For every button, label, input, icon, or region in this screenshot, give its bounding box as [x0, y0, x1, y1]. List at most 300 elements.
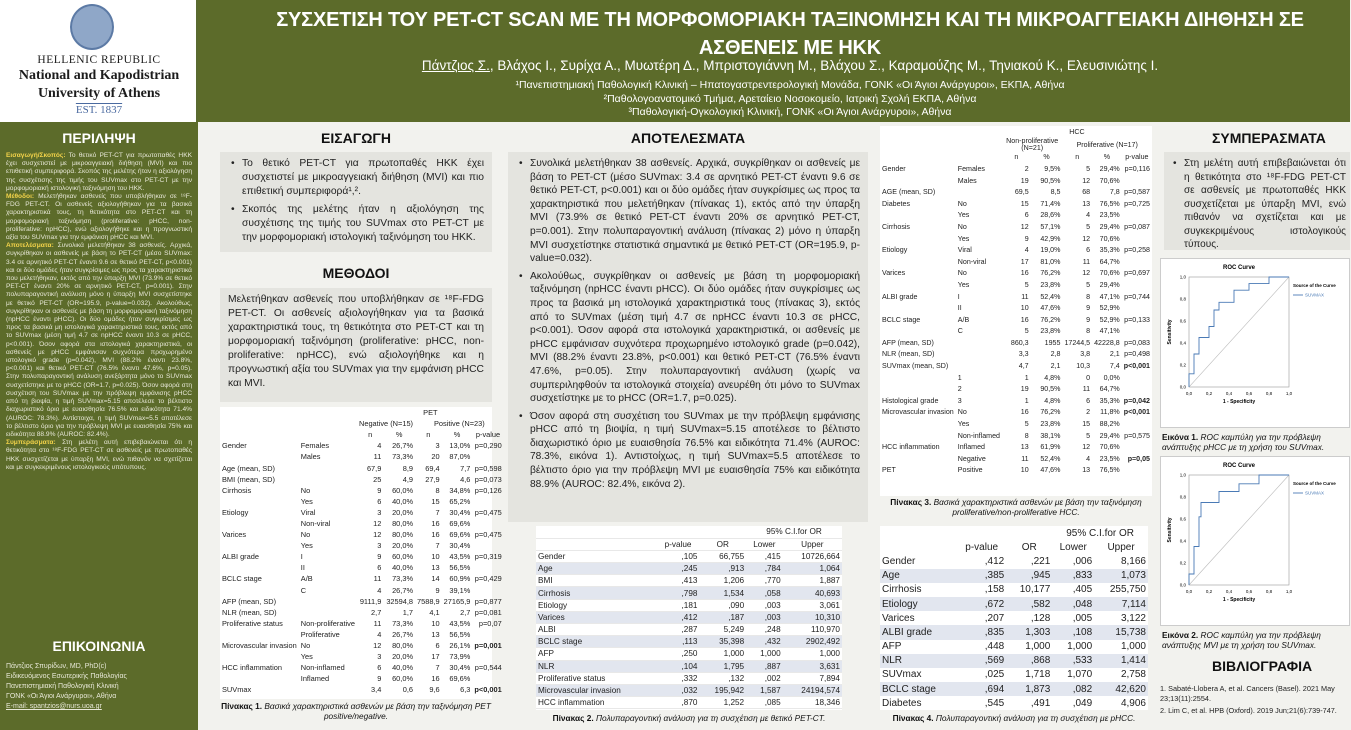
table-row [220, 618, 504, 629]
table-row [880, 360, 1152, 372]
affiliation-3: ³Παθολογική-Ογκολογική Κλινική, ΓΟΝΚ «Οι Άγιοι Ανάργυροι», Αθήνα [628, 106, 952, 118]
table-cell: Microvascular invasion [536, 684, 657, 696]
t1-cap-text: Βασικά χαρακτηριστικά ασθενών με βάση την ταξινόμηση PET positive/negative. [262, 701, 491, 721]
table-cell: 29,4% [1099, 164, 1120, 173]
table-cell: 10,177 [1019, 584, 1051, 596]
table-cell: 60,0% [392, 552, 414, 562]
table-cell: 8,9 [402, 463, 414, 473]
table-cell: NLR (mean, SD) [222, 607, 277, 617]
summary-conclusions: Στη μελέτη αυτή επιβεβαιώνεται ότι η θετικότητα στο ¹⁸F-FDG PET-CT σε ασθενείς με πρωτοπαθές ΗΚΚ συσχετίζεται με ύπαρξη MVI, ενώ πιθανόν να σχετίζεται και με συγκεκριμένους ιστολογικούς υπότυπους. [6, 439, 192, 471]
t3-group: HCC [1069, 127, 1085, 136]
table-cell: ,448 [984, 641, 1005, 653]
table-cell [880, 372, 956, 384]
table-cell: 5 [1024, 327, 1029, 336]
summary-intro-label: Εισαγωγή/Σκοπός: [6, 152, 66, 159]
roc-y-tick: 0,0 [1179, 384, 1186, 390]
table-cell [472, 562, 503, 573]
conclusions-box [1164, 152, 1350, 250]
table-cell: 6 [1086, 246, 1091, 255]
table-cell: 19 [1020, 176, 1029, 185]
table-cell: No [300, 485, 311, 495]
table-row [220, 518, 504, 529]
table-cell: 11 [1021, 292, 1029, 301]
table-cell: 3,122 [1120, 612, 1146, 624]
table-cell: ,002 [746, 672, 783, 684]
table-cell: 52,9% [1099, 304, 1120, 313]
table-cell [220, 562, 299, 573]
table-cell: p=0,598 [474, 463, 502, 473]
table-cell: BCLC stage [880, 682, 957, 696]
table-row [220, 451, 504, 462]
table-cell: 3,631 [783, 660, 842, 672]
table-cell: 56,5% [449, 629, 471, 639]
table-cell: 7,114 [1094, 597, 1148, 611]
table-cell: I [300, 552, 303, 562]
table-cell: ,833 [1052, 569, 1094, 583]
table-cell: 60,0% [392, 674, 414, 684]
table-cell: Males [300, 452, 321, 462]
table-row [536, 575, 842, 587]
table-cell: Inflamed [957, 443, 985, 452]
table-row [220, 529, 504, 540]
table-cell [299, 684, 357, 695]
table-cell: A/B [957, 315, 970, 324]
table-cell: 23,8% [1040, 420, 1061, 429]
table-cell: ,870 [657, 697, 700, 709]
table-cell: p=0,725 [1124, 199, 1150, 208]
table-cell: Cirrhosis [882, 584, 922, 596]
university-seal-icon [70, 4, 114, 50]
table-cell: 11 [373, 452, 382, 462]
roc-figure-1 [1160, 258, 1350, 428]
summary-methods: Μελετήθηκαν ασθενείς που υποβλήθηκαν σε ¹⁸F-FDG PET-CT. Οι ασθενείς αξιολογήθηκαν για τα βασικά χαρακτηριστικά τους, τη θετικότητα στο PET-CT και τη μορφομοριακή ταξινόμηση (proliferative: pHCC, non-proliferative: npHCC), ενώ αξιολογήθηκε και η προγνωστική αξία του SUVmax για την εμφάνιση pHCC και MVI. [6, 193, 192, 242]
table-cell: 69,6% [449, 530, 471, 540]
table-cell [1122, 441, 1152, 453]
table-cell: 255,750 [1109, 584, 1146, 596]
table-cell: 13 [431, 563, 440, 573]
table-cell: 4 [377, 585, 382, 595]
table-cell: 1 [1024, 373, 1029, 382]
poster-title: ΣΥΣΧΕΤΙΣΗ ΤΟΥ PET-CT SCAN ΜΕ ΤΗ ΜΟΡΦΟΜΟΡΙΑΚΗ ΤΑΞΙΝΟΜΗΣΗ ΚΑΙ ΤΗ ΜΙΚΡΟΑΓΓΕΙΑΚΗ ΔΙΗΘΗΣΗ ΣΕ ΑΣΘΕΝΕΙΣ ΜΕ ΗΚΚ [276, 9, 1304, 59]
table-cell: 26,1% [449, 641, 471, 651]
table-cell: Non-inflamed [957, 431, 1000, 440]
summary-methods-label: Μέθοδοι: [6, 193, 35, 201]
roc-y-tick: 0,6 [1179, 318, 1186, 324]
table-row [220, 474, 504, 485]
t3-col: % [1103, 153, 1111, 162]
table-cell [880, 453, 956, 465]
t3-col: % [1043, 153, 1050, 162]
table-cell: 12 [373, 518, 382, 528]
table-cell: 23,8% [1040, 327, 1061, 336]
table-cell: p<0,001 [1123, 362, 1150, 371]
logo-line-3: University of Athens [37, 86, 161, 101]
table-cell: 40,0% [392, 663, 414, 673]
figure-2-caption [1162, 630, 1350, 650]
table-cell: 42,620 [1094, 682, 1148, 696]
fig2-label: Εικόνα 2. [1162, 630, 1199, 640]
table-cell: 2,7 [460, 607, 471, 617]
table-cell: 1,873 [1006, 682, 1052, 696]
table-cell: ALBI [536, 624, 657, 636]
table-cell: 7,7 [460, 463, 471, 473]
table-cell [472, 651, 503, 662]
table-cell: 1,587 [746, 684, 783, 696]
table-cell: 35,398 [699, 636, 746, 648]
table-cell: 67,9 [366, 463, 382, 473]
table-cell: p=0,116 [1124, 164, 1150, 173]
table-cell: p=0,575 [1124, 431, 1150, 440]
table-cell [880, 418, 956, 430]
table-row [536, 697, 842, 709]
table-cell: Proliferative status [222, 618, 283, 628]
table-cell: 9,6 [429, 685, 440, 695]
table-cell: p=0,475 [474, 530, 502, 540]
table-cell [880, 430, 956, 442]
table-row [880, 611, 1148, 625]
table-cell: 90,5% [1040, 385, 1061, 394]
table-row [880, 395, 1152, 407]
table-cell: Positive [957, 466, 983, 475]
table-cell: Non-inflamed [300, 663, 345, 673]
roc-y-tick: 0,6 [1179, 516, 1186, 522]
table-cell: ALBI grade [222, 552, 259, 562]
table-cell: Varices [536, 611, 657, 623]
table-cell: BCLC stage [536, 636, 657, 648]
table-row [536, 684, 842, 696]
results-bullet-2: • Ακολούθως, συγκρίθηκαν οι ασθενείς με βάση τη μορφομοριακή ταξινόμηση (npHCC έναντι pHCC). Οι δύο ομάδες ήταν συγκρίσιμες ως προς τα βασικά μη ιστολογικά χαρακτηριστικά τους (πίνακας 3), εκτός από το SUVmax (μέση τιμή 4.7 σε npHCC έναντι 10.3 σε pHCC, p<0.001). Όσον αφορά στα ιστολογικά χαρακτηριστικά, οι ασθενείς με pHCC εμφάνισαν συχνότερα προχωρημένο ιστολογικό grade (p=0.042), MVI (88.2% έναντι 23.8%, p<0.001) και θετικό PET-CT (76.5% έναντι 47.6%, p=0.05). Στην πολυπαραγοντική ανάλυση (χωρίς να συμπεριληφθούν τα ιστολογικά στοιχεία) ανευρέθη ότι μόνο το SUVmax συσχετίστηκε με το pHCC (OR=1.7, p=0.025). [516, 270, 860, 406]
table-row [220, 440, 504, 451]
table-cell: 3,4 [371, 685, 382, 695]
table-cell: 30,4% [449, 541, 471, 551]
table-row [536, 648, 842, 660]
table-cell: 69,6% [449, 674, 471, 684]
table-row [880, 407, 1152, 419]
roc-y-tick: 0,2 [1179, 560, 1186, 566]
t1-col: % [453, 430, 461, 440]
table-cell [299, 596, 357, 607]
table-cell: SUVmax [882, 669, 922, 681]
table-cell: ,158 [984, 584, 1005, 596]
table-cell: 20 [431, 452, 440, 462]
table-row [220, 596, 504, 607]
table-row [220, 640, 504, 651]
table-row [536, 550, 842, 562]
table-cell: Cirrhosis [882, 222, 910, 231]
table-cell: Non-viral [957, 257, 987, 266]
t1-col: n [426, 430, 431, 440]
intro-heading: ΕΙΣΑΓΩΓΗ [321, 130, 391, 146]
roc-x-label: 1 - Specificity [1222, 597, 1256, 603]
table-cell: 3 [377, 507, 382, 517]
table-row [880, 625, 1148, 639]
table-cell: p=0,544 [474, 663, 502, 673]
table-cell: I [957, 292, 960, 301]
table-cell: 42228,8 [1094, 338, 1120, 347]
table-cell: 10726,664 [783, 550, 842, 562]
reference-1: 1. Sabaté-Llobera A, et al. Cancers (Basel). 2021 May 23;13(11):2554. [1160, 684, 1335, 703]
table-row [220, 507, 504, 518]
table-row [880, 233, 1152, 245]
t4-col: Lower [1059, 541, 1087, 553]
table-cell: 0,6 [402, 685, 414, 695]
table-cell: 0,0% [1103, 373, 1120, 382]
table-cell: AFP (mean, SD) [222, 596, 277, 606]
table-row [220, 651, 504, 662]
table-cell: 1,7 [402, 607, 414, 617]
table-row [880, 256, 1152, 268]
table-1 [220, 407, 502, 699]
table-cell [472, 518, 503, 529]
table-row [536, 636, 842, 648]
table-cell: p=0,126 [474, 485, 502, 495]
table-cell: 11,8% [1100, 408, 1120, 417]
table-cell: No [957, 408, 967, 417]
table-cell: p=0,083 [1124, 338, 1150, 347]
table-2-caption [536, 713, 842, 723]
table-cell: 80,0% [392, 641, 414, 651]
table-cell: Viral [957, 246, 972, 255]
table-cell: Non-viral [300, 518, 331, 528]
table-cell: ,287 [657, 624, 700, 636]
author-list [240, 58, 1340, 73]
table-cell: 12 [373, 530, 382, 540]
roc-x-tick: 0,6 [1245, 391, 1253, 396]
table-row [880, 465, 1152, 477]
table-cell: 2,758 [1120, 669, 1146, 681]
table-cell: 6 [435, 641, 440, 651]
table-cell [1122, 418, 1152, 430]
table-cell: Proliferative [300, 629, 340, 639]
methods-box [220, 288, 492, 402]
t3-col: n [1075, 153, 1080, 162]
table-row [880, 198, 1152, 210]
table-row [220, 662, 504, 673]
roc-legend-item: SUVMAX [1305, 490, 1325, 496]
table-cell: ,248 [746, 624, 783, 636]
t2-col: OR [699, 538, 746, 550]
table-cell: ,113 [657, 636, 700, 648]
table-cell: 2,8 [1050, 350, 1061, 359]
roc-y-tick: 0,8 [1179, 494, 1186, 500]
t2-col: Lower [746, 538, 783, 550]
table-cell: ,694 [957, 682, 1006, 696]
table-row [220, 585, 504, 596]
table-cell [1122, 233, 1152, 245]
table-cell: ,245 [657, 563, 700, 575]
table-cell: 10 [431, 552, 440, 562]
table-cell: AFP [882, 641, 902, 653]
roc-y-tick: 0,4 [1179, 538, 1186, 544]
table-cell: p=0,258 [1124, 246, 1150, 255]
table-cell: p=0,087 [1124, 222, 1150, 231]
table-cell: HCC inflammation [222, 663, 282, 673]
table-cell: 110,970 [783, 624, 842, 636]
table-cell: 73,3% [392, 574, 414, 584]
table-cell: Gender [536, 550, 657, 562]
table-row [880, 349, 1152, 361]
t1-group: PET [423, 408, 438, 418]
table-cell: Gender [882, 555, 916, 567]
table-cell: 4,1 [429, 607, 440, 617]
affiliation-2: ²Παθολογοανατομικό Τμήμα, Αρεταίειο Νοσοκομείο, Ιατρική Σχολή ΕΚΠΑ, Αθήνα [603, 93, 977, 105]
t4-cap-text: Πολυπαραγοντική ανάλυση για τη συσχέτιση με pHCC. [933, 713, 1136, 723]
table-cell: 87,0% [449, 452, 471, 462]
table-cell: 70,6% [1099, 269, 1120, 278]
table-cell: p=0,877 [474, 596, 502, 606]
table-cell: 40,0% [392, 563, 414, 573]
figure-1-caption [1162, 432, 1350, 452]
table-cell: ,006 [1072, 555, 1093, 567]
table-cell: 2,1 [1050, 362, 1061, 371]
table-cell: 2 [957, 385, 962, 394]
roc-legend-item: SUVMAX [1305, 292, 1325, 298]
table-cell: 3 [377, 541, 382, 551]
table-cell: 47,6% [1040, 304, 1061, 313]
table-row [880, 654, 1148, 668]
table-cell: Yes [300, 496, 313, 506]
table-cell: Inflamed [300, 674, 330, 684]
table-cell: ,187 [699, 611, 746, 623]
table-cell: ,128 [1030, 612, 1051, 624]
table-row [880, 221, 1152, 233]
table-cell: 5 [1024, 420, 1029, 429]
table-cell: p=0,042 [1123, 396, 1150, 405]
table-cell: 76,2% [1040, 269, 1061, 278]
table-cell: ,545 [984, 697, 1005, 709]
table-cell: 73,3% [392, 618, 414, 628]
table-cell: Age (mean, SD) [222, 463, 275, 473]
table-cell: 3 [957, 396, 962, 405]
table-cell: 9 [1024, 234, 1029, 243]
table-cell: 27165,9 [443, 596, 471, 606]
table-cell: 9 [435, 585, 440, 595]
table-cell: ,250 [657, 648, 700, 660]
contact-title: Ειδικευόμενος Εσωτερικής Παθολογίας [6, 673, 127, 680]
table-cell: ,784 [746, 563, 783, 575]
table-row [536, 587, 842, 599]
table-cell: 1,000 [746, 648, 783, 660]
table-cell: ,533 [1052, 654, 1094, 668]
table-cell [1122, 175, 1152, 187]
roc-figure-2 [1160, 456, 1350, 626]
table-cell: 42,9% [1040, 234, 1061, 243]
table-cell: 16 [1020, 269, 1029, 278]
table-cell: 47,1% [1099, 292, 1120, 301]
results-bullet-3: • Όσον αφορά στη συσχέτιση του SUVmax με την πρόβλεψη εμφάνισης pHCC από τη βιοψία, η τιμή SUVmax=5.15 αποτέλεσε το βέλτιστο διαχωριστικό όριο με ευαισθησία 76.5% και ειδικότητα 71.4% (AUROC: 78.3%, εικόνα 1). Αντιστοίχως, η τιμή SUVmax=5.5 αποτέλεσε το βέλτιστο όριο για την πρόβλεψη MVI με ευαισθησία 75% και ειδικότητα 88.9% (AUROC: 82.4%, εικόνα 2). [516, 410, 860, 492]
table-cell: No [300, 530, 311, 540]
table-cell [880, 279, 956, 291]
table-cell: 1,000 [783, 648, 842, 660]
table-row [220, 607, 504, 618]
table-cell: 5 [1086, 431, 1091, 440]
table-cell: p=0,498 [1124, 350, 1150, 359]
table-cell: 13 [1020, 443, 1029, 452]
table-cell: Gender [222, 441, 247, 451]
table-cell: Varices [882, 612, 915, 624]
roc-x-tick: 0,0 [1185, 589, 1193, 594]
table-cell: ALBI grade [882, 292, 918, 301]
table-cell: ,432 [746, 636, 783, 648]
table-row [880, 696, 1148, 710]
table-cell: 1,303 [1006, 625, 1052, 639]
table-cell: ,005 [1072, 612, 1093, 624]
table-cell [1122, 383, 1152, 395]
contact-block [6, 662, 127, 712]
table-cell [220, 673, 299, 684]
table-cell: 17 [1020, 257, 1029, 266]
table-cell: 6 [377, 496, 382, 506]
table-row [880, 175, 1152, 187]
table-cell: p=0,319 [474, 552, 502, 562]
bibliography-heading: ΒΙΒΛΙΟΓΡΑΦΙΑ [1212, 658, 1313, 674]
table-cell [472, 673, 503, 684]
table-cell: 9 [1086, 315, 1091, 324]
methods-text: Μελετήθηκαν ασθενείς που υποβλήθηκαν σε ¹⁸F-FDG PET-CT. Οι ασθενείς αξιολογήθηκαν για τα βασικά χαρακτηριστικά τους, τη θετικότητα στο PET-CT και τη μορφομοριακή ταξινόμηση (proliferative: pHCC, non-proliferative: npHCC), ενώ αξιολογήθηκε και η προγνωστική αξία του SUVmax για την εμφάνιση pHCC και MVI. [228, 294, 484, 389]
table-cell: 27,9 [425, 474, 440, 484]
table-row [536, 611, 842, 623]
table-cell [880, 233, 956, 245]
summary-text [6, 152, 192, 632]
table-cell: 20,0% [392, 652, 414, 662]
table-cell: II [300, 563, 305, 573]
table-cell: 1 [957, 373, 962, 382]
results-heading: ΑΠΟΤΕΛΕΣΜΑΤΑ [630, 130, 746, 146]
table-cell [1122, 372, 1152, 384]
table-cell: 12 [1082, 443, 1091, 452]
t1-pos: Positive (N=23) [433, 419, 485, 429]
t2-cap-label: Πίνακας 2. [552, 713, 594, 723]
table-cell: BMI [536, 575, 657, 587]
table-cell: 15 [1082, 420, 1091, 429]
table-cell [1122, 302, 1152, 314]
table-cell [880, 302, 956, 314]
table-cell: BCLC stage [882, 315, 921, 324]
table-cell: 70,6% [1099, 234, 1120, 243]
table-cell: ,181 [657, 599, 700, 611]
table-cell: 29,4% [1099, 222, 1120, 231]
table-cell: BCLC stage [222, 574, 262, 584]
table-cell: 61,9% [1040, 443, 1061, 452]
table-cell [1122, 210, 1152, 222]
table-cell: Diabetes [882, 697, 922, 709]
table-row [220, 629, 504, 640]
table-cell: 56,5% [449, 563, 471, 573]
table-row [880, 682, 1148, 696]
table-row [880, 640, 1148, 654]
contact-email-link[interactable]: E-mail: spantzios@nurs.uoa.gr [6, 703, 102, 710]
table-cell: 18,346 [783, 697, 842, 709]
intro-bullet-1: • Το θετικό PET-CT για πρωτοπαθές ΗΚΚ έχει συσχετιστεί με μικροαγγειακή διήθηση (MVI) και πιο επιθετική συμπεριφορά¹,². [228, 157, 484, 199]
table-cell: ,032 [657, 684, 700, 696]
table-cell: Age [536, 563, 657, 575]
table-cell: 28,6% [1040, 211, 1061, 220]
roc-y-tick: 0,4 [1179, 340, 1186, 346]
table-cell: 1,000 [1025, 641, 1051, 653]
table-cell: 57,1% [1040, 222, 1061, 231]
roc-x-label: 1 - Specificity [1222, 399, 1256, 405]
table-row [536, 672, 842, 684]
table-cell: 35,3% [1099, 396, 1120, 405]
table-cell: p=0,429 [474, 574, 502, 584]
table-cell: 80,0% [392, 518, 414, 528]
table-cell: 9 [377, 485, 382, 495]
table-cell: 1 [1024, 396, 1029, 405]
table-cell: 10,3 [1076, 362, 1091, 371]
table-cell: 40,0% [392, 496, 414, 506]
table-cell: 3 [435, 441, 440, 451]
table-cell: 30,4% [449, 663, 471, 673]
